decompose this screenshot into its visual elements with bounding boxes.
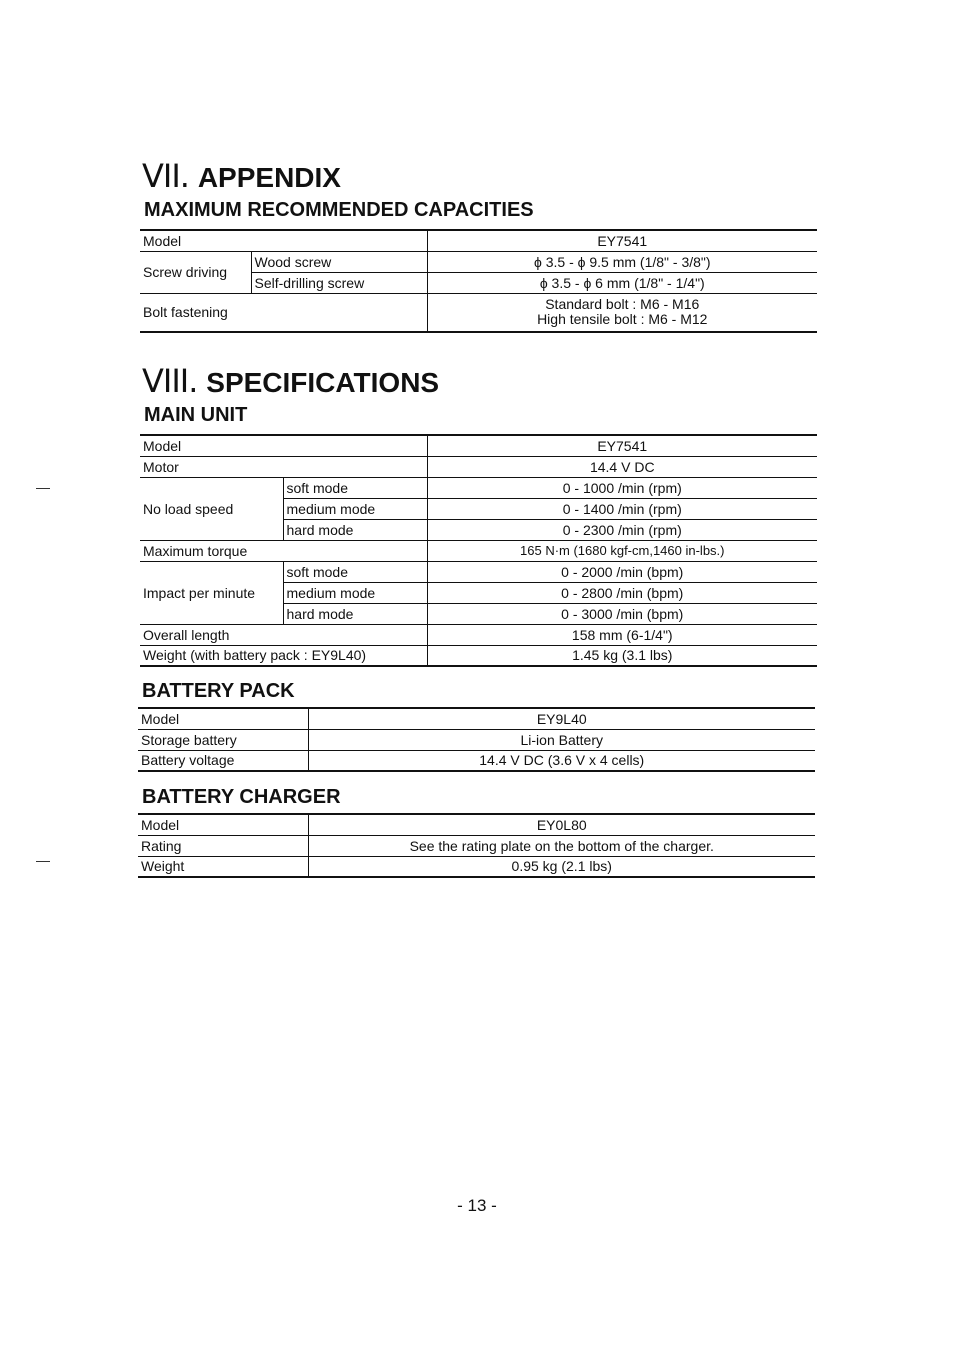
row-label: Model	[138, 814, 308, 835]
capacities-subtitle: MAXIMUM RECOMMENDED CAPACITIES	[144, 199, 534, 221]
margin-mark	[36, 861, 50, 862]
length-label: Overall length	[140, 624, 427, 645]
table-row	[140, 624, 817, 645]
battery-pack-table	[138, 707, 815, 772]
motor-label: Motor	[140, 456, 427, 477]
torque-label: Maximum torque	[140, 540, 427, 561]
model-label: Model	[140, 435, 427, 456]
bolt-standard: Standard bolt : M6 - M16	[545, 296, 700, 313]
model-value: EY7541	[427, 230, 817, 251]
row-label: Battery voltage	[138, 750, 308, 771]
battery-charger-subtitle: BATTERY CHARGER	[142, 786, 341, 808]
specifications-title: SPECIFICATIONS	[206, 367, 440, 398]
appendix-heading	[142, 157, 341, 195]
impact-label: Impact per minute	[140, 561, 283, 624]
no-load-speed-label: No load speed	[140, 477, 283, 540]
screw-driving-label: Screw driving	[140, 251, 251, 293]
row-value: EY0L80	[308, 814, 815, 835]
table-row	[138, 835, 815, 856]
bolt-label: Bolt fastening	[140, 293, 427, 332]
wood-screw-value: ϕ 3.5 - ϕ 9.5 mm (1/8" - 3/8")	[427, 251, 817, 272]
row-value: 14.4 V DC (3.6 V x 4 cells)	[308, 750, 815, 771]
table-row	[140, 435, 817, 456]
bolt-high-tensile: High tensile bolt : M6 - M12	[537, 311, 708, 328]
mode-label: medium mode	[283, 498, 427, 519]
mode-label: hard mode	[283, 603, 427, 624]
table-row	[140, 561, 817, 582]
table-row	[140, 645, 817, 666]
model-value: EY7541	[427, 435, 817, 456]
mode-label: soft mode	[283, 561, 427, 582]
torque-value: 165 N·m (1680 kgf-cm,1460 in-lbs.)	[427, 540, 817, 561]
self-drilling-value: ϕ 3.5 - ϕ 6 mm (1/8" - 1/4")	[427, 272, 817, 293]
row-value: 0.95 kg (2.1 lbs)	[308, 856, 815, 877]
table-row	[140, 251, 817, 272]
length-value: 158 mm (6-1/4")	[427, 624, 817, 645]
bolt-value	[427, 293, 817, 332]
table-row	[140, 477, 817, 498]
table-row	[140, 540, 817, 561]
appendix-title: APPENDIX	[197, 162, 341, 193]
table-row	[138, 708, 815, 729]
mode-value: 0 - 2300 /min (rpm)	[427, 519, 817, 540]
motor-value: 14.4 V DC	[427, 456, 817, 477]
model-label: Model	[140, 230, 427, 251]
table-row	[140, 230, 817, 251]
margin-mark	[36, 488, 50, 489]
weight-value: 1.45 kg (3.1 lbs)	[427, 645, 817, 666]
row-label: Storage battery	[138, 729, 308, 750]
table-row	[140, 456, 817, 477]
appendix-number: VII.	[142, 157, 189, 195]
battery-pack-subtitle: BATTERY PACK	[142, 680, 295, 702]
page-number: - 13 -	[457, 1196, 497, 1215]
mode-label: medium mode	[283, 582, 427, 603]
table-row	[138, 856, 815, 877]
mode-value: 0 - 2800 /min (bpm)	[427, 582, 817, 603]
main-unit-subtitle: MAIN UNIT	[144, 404, 248, 426]
table-row	[140, 293, 817, 332]
row-value: Li-ion Battery	[308, 729, 815, 750]
mode-value: 0 - 1000 /min (rpm)	[427, 477, 817, 498]
wood-screw-label: Wood screw	[251, 251, 427, 272]
row-value: EY9L40	[308, 708, 815, 729]
specifications-heading	[142, 362, 440, 400]
table-row	[138, 750, 815, 771]
row-label: Rating	[138, 835, 308, 856]
mode-label: hard mode	[283, 519, 427, 540]
weight-label: Weight (with battery pack : EY9L40)	[140, 645, 427, 666]
mode-value: 0 - 2000 /min (bpm)	[427, 561, 817, 582]
capacities-table	[140, 229, 817, 333]
table-row	[138, 814, 815, 835]
main-unit-table	[140, 434, 817, 667]
mode-value: 0 - 3000 /min (bpm)	[427, 603, 817, 624]
row-label: Weight	[138, 856, 308, 877]
mode-label: soft mode	[283, 477, 427, 498]
battery-charger-table	[138, 813, 815, 878]
self-drilling-label: Self-drilling screw	[251, 272, 427, 293]
row-value: See the rating plate on the bottom of the charger.	[308, 835, 815, 856]
table-row	[138, 729, 815, 750]
mode-value: 0 - 1400 /min (rpm)	[427, 498, 817, 519]
specifications-number: VIII.	[142, 362, 198, 400]
row-label: Model	[138, 708, 308, 729]
